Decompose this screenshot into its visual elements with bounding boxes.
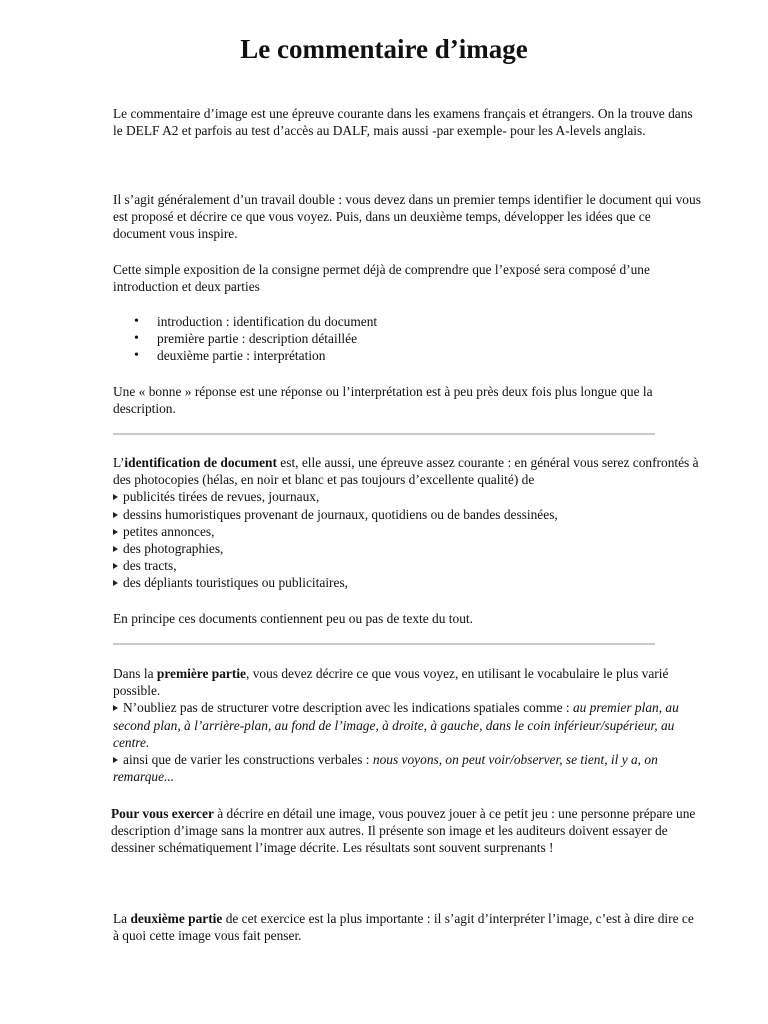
deuxieme-partie-paragraph: La deuxième partie de cet exercice est la plus importante : il s’agit d’interpréter l’image, c’est à dire dire ce à quoi cette image vous fait penser.: [113, 911, 694, 944]
triangle-bullet-icon: [113, 563, 118, 569]
list-item: des tracts,: [113, 557, 703, 574]
reponse-paragraph: [113, 383, 703, 417]
triangle-bullet-icon: [113, 529, 118, 535]
triangle-bullet-icon: [113, 705, 118, 711]
consigne-text: Cette simple exposition de la consigne permet déjà de comprendre que l’exposé sera composé d’une introduction et deux parties: [113, 262, 650, 295]
premiere-heading: première partie: [156, 666, 247, 681]
travail-paragraph: [113, 191, 703, 243]
identification-heading: identification de document: [124, 455, 277, 470]
list-item: des photographies,: [113, 540, 703, 557]
reponse-text: Une « bonne » réponse est une réponse ou l’interprétation est à peu près deux fois plus longue que la description.: [113, 384, 653, 417]
list-item: des dépliants touristiques ou publicitaires,: [113, 574, 703, 591]
document-types-list: [113, 488, 703, 591]
triangle-bullet-icon: [113, 580, 118, 586]
consigne-paragraph: [113, 261, 703, 295]
identification-intro: [113, 454, 703, 488]
premiere-partie-section: [113, 665, 703, 785]
deuxieme-heading: deuxième partie: [130, 911, 223, 926]
list-item: • deuxième partie : interprétation: [113, 347, 703, 364]
triangle-bullet-icon: [113, 494, 118, 500]
list-item: publicités tirées de revues, journaux,: [113, 488, 703, 505]
triangle-bullet-icon: [113, 546, 118, 552]
triangle-bullet-icon: [113, 757, 118, 763]
principe-paragraph: [113, 610, 703, 627]
list-item: • introduction : identification du document: [113, 313, 703, 330]
intro-text: Le commentaire d’image est une épreuve courante dans les examens français et étrangers. On la trouve dans le DELF A2 et parfois au test d’accès au DALF, mais aussi -par exemple- pour les A-levels anglais.: [113, 106, 693, 139]
exercer-heading: Pour vous exercer: [111, 806, 214, 821]
list-item: dessins humoristiques provenant de journaux, quotidiens ou de bandes dessinées,: [113, 506, 703, 523]
parts-list-block: [113, 313, 703, 365]
section-divider: [113, 433, 655, 435]
list-item: N’oubliez pas de structurer votre description avec les indications spatiales comme : au premier plan, au second plan, à l’arrière-plan, au fond de l’image, à droite, à gauche, dans le coin inférieur/supérieur, au centre.: [113, 700, 679, 750]
premiere-intro: Dans la première partie, vous devez décrire ce que vous voyez, en utilisant le vocabulaire le plus varié possible.: [113, 666, 669, 699]
section-divider: [113, 643, 655, 645]
identification-rest: est, elle aussi, une épreuve assez courante : en général vous serez confrontés à des photocopies (hélas, en noir et blanc et pas toujours d’excellente qualité) de: [113, 455, 699, 488]
identification-section: [113, 454, 703, 592]
identification-prefix: L’: [113, 455, 125, 470]
page-title: Le commentaire d’image: [240, 34, 528, 64]
exercer-paragraph: Pour vous exercer à décrire en détail une image, vous pouvez jouer à ce petit jeu : une personne prépare une description d’image sans la montrer aux autres. Il présente son image et les auditeurs doivent essayer de dessiner schématiquement l’image décrite. Les résultats sont souvent surprenants !: [111, 806, 696, 856]
list-item: • première partie : description détaillée: [113, 330, 703, 347]
intro-paragraph: [113, 105, 703, 139]
travail-text: Il s’agit généralement d’un travail double : vous devez dans un premier temps identifier le document qui vous est proposé et décrire ce que vous voyez. Puis, dans un deuxième temps, développer les idées que ce document vous inspire.: [113, 192, 701, 242]
parts-list: [113, 313, 703, 365]
principe-text: En principe ces documents contiennent peu ou pas de texte du tout.: [113, 611, 473, 626]
list-item: petites annonces,: [113, 523, 703, 540]
list-item: ainsi que de varier les constructions verbales : nous voyons, on peut voir/observer, se tient, il y a, on remarque...: [113, 752, 658, 785]
triangle-bullet-icon: [113, 512, 118, 518]
